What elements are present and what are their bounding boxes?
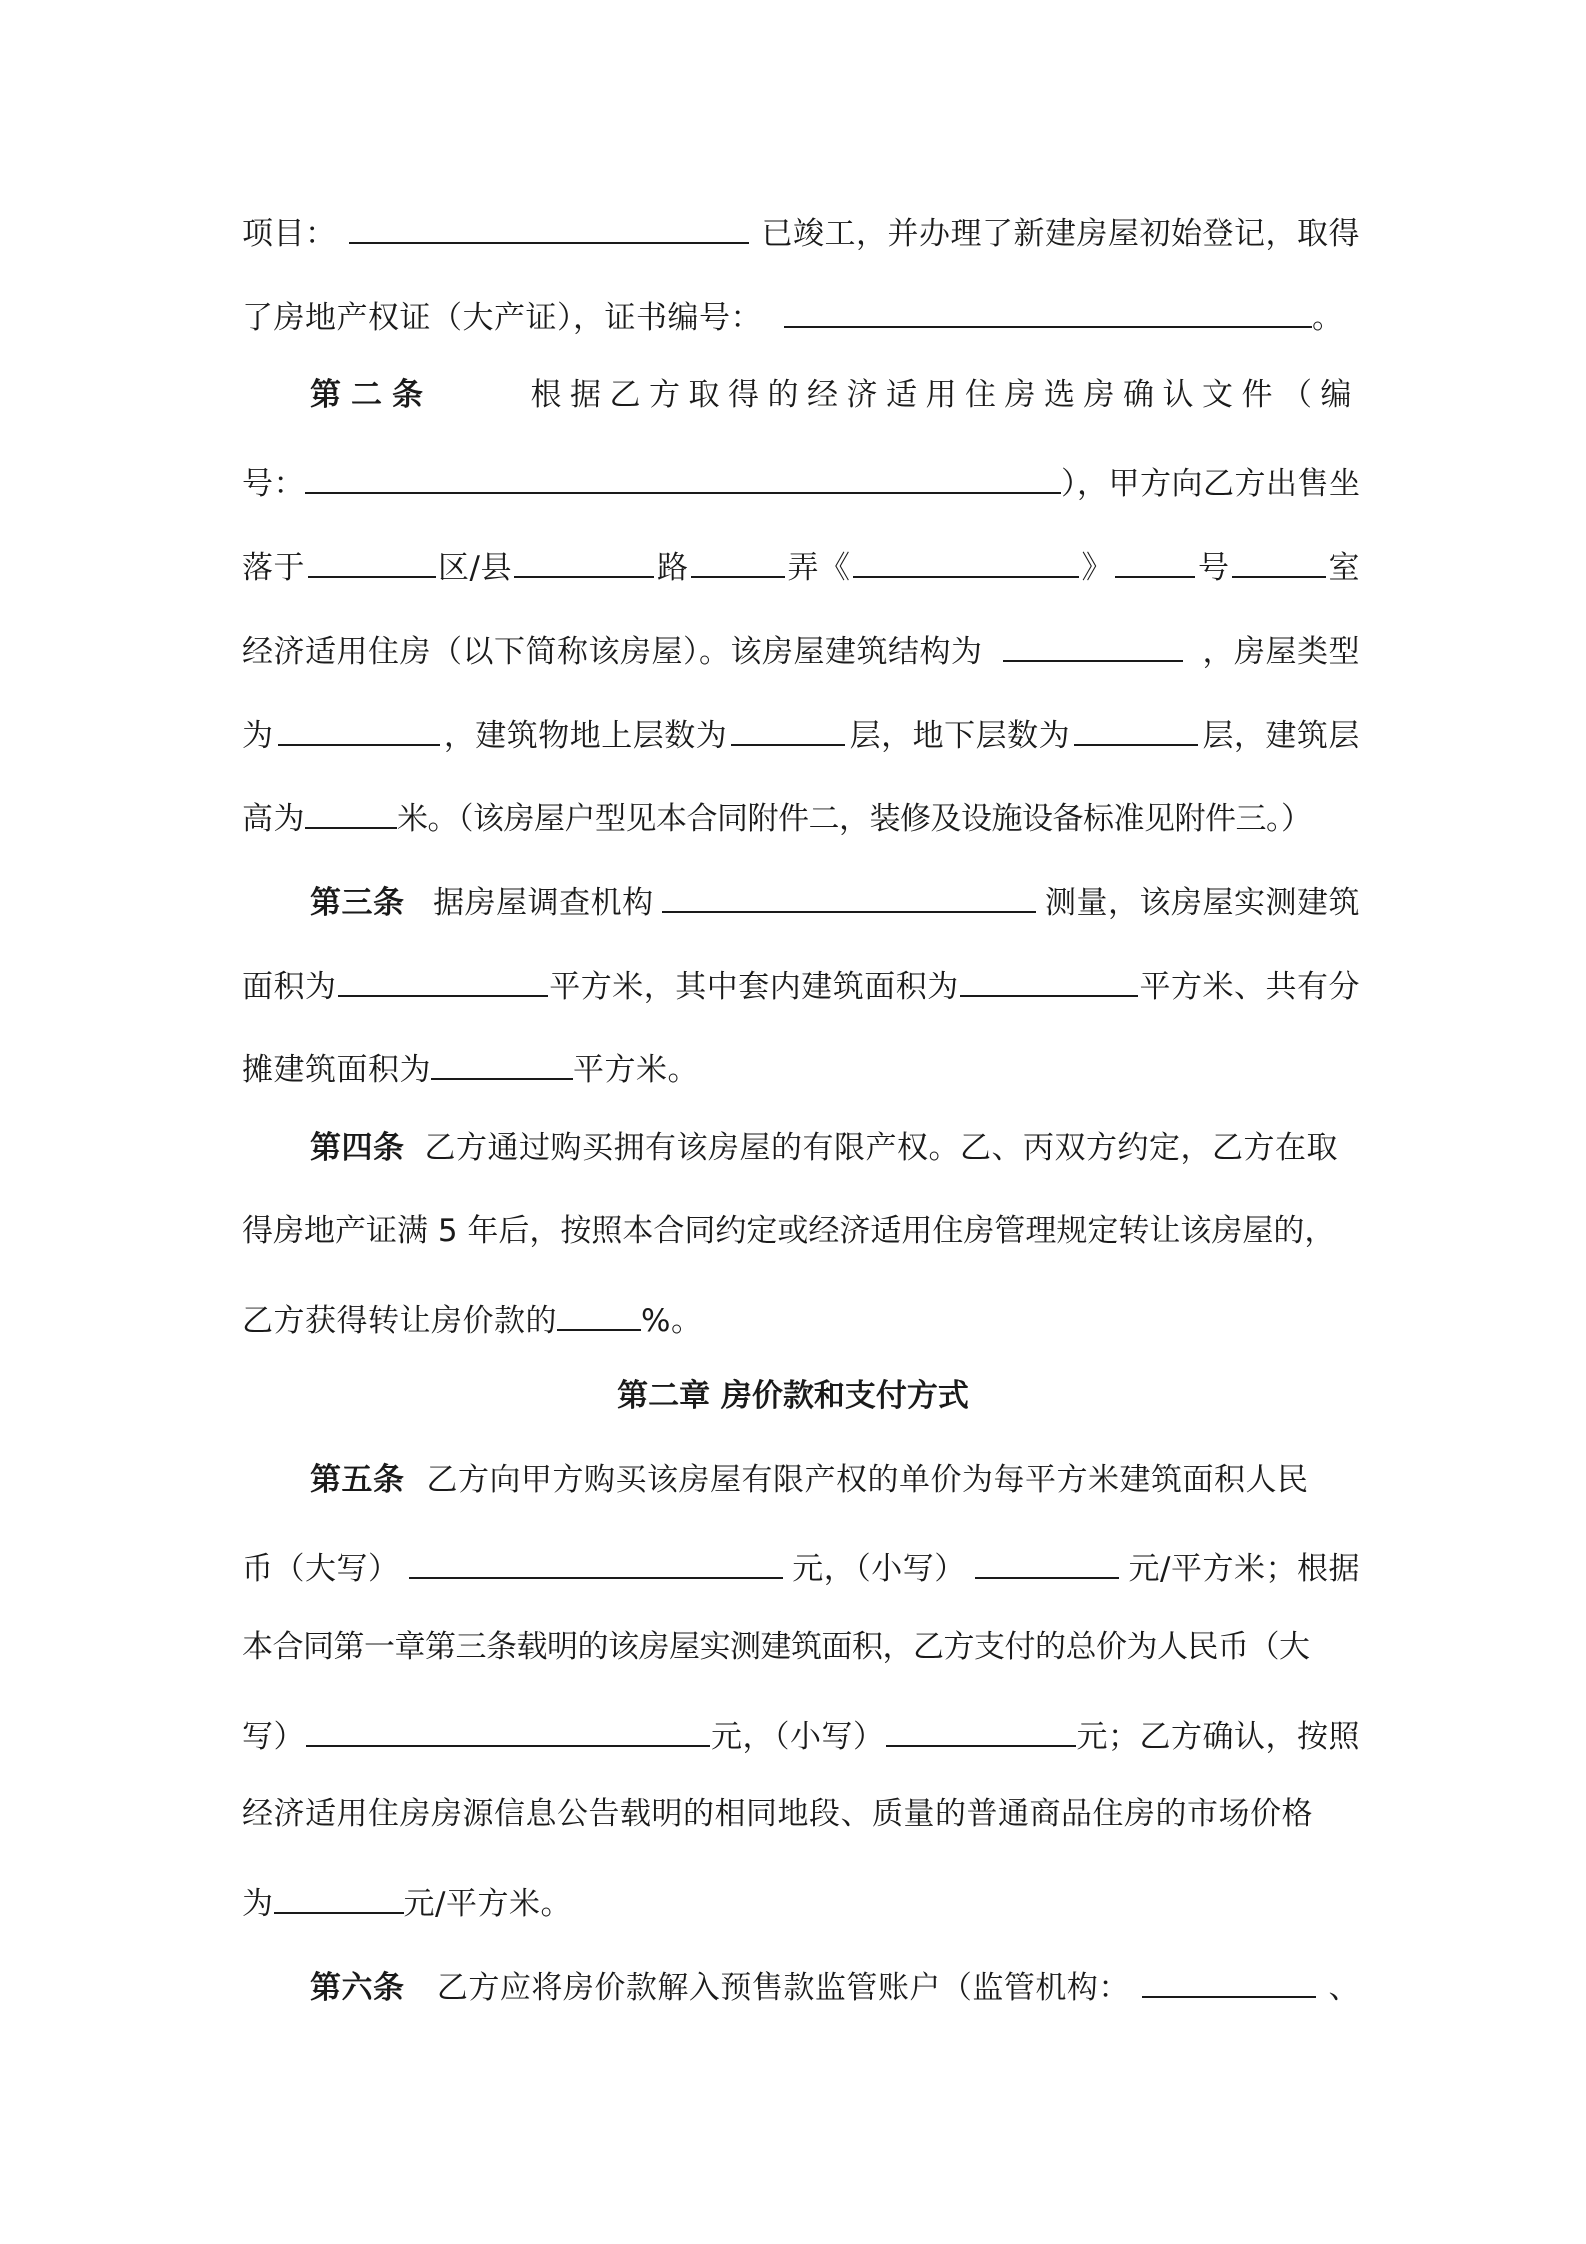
- article-2-line-5: [242, 710, 1360, 756]
- text: 层，建筑层: [1202, 718, 1360, 754]
- unit-price-figures-field[interactable]: [975, 1543, 1119, 1579]
- article-2-line-4: [242, 626, 1360, 672]
- text: 本合同第一章第三条载明的该房屋实测建筑面积，乙方支付的总价为人民币（大: [242, 1629, 1310, 1665]
- article-4-label: 第四条: [310, 1130, 405, 1166]
- article-4-line-3: [242, 1295, 1360, 1341]
- text: ，房屋类型: [1202, 634, 1360, 670]
- text: 号: [1197, 550, 1230, 586]
- total-price-figures-field[interactable]: [886, 1711, 1076, 1747]
- survey-agency-field[interactable]: [662, 877, 1036, 913]
- text: 层，地下层数为: [849, 718, 1071, 754]
- text: 落于: [242, 550, 305, 586]
- article-3-line-3: [242, 1044, 1360, 1090]
- district-field[interactable]: [308, 542, 436, 578]
- text: 室: [1328, 550, 1360, 586]
- text: %。: [641, 1303, 703, 1339]
- lane-field[interactable]: [691, 542, 785, 578]
- text: 乙方获得转让房价款的: [242, 1303, 557, 1339]
- article-5-line-6: [242, 1878, 1360, 1924]
- confirmation-doc-number-field[interactable]: [305, 458, 1061, 494]
- article-5-label: 第五条: [310, 1462, 405, 1498]
- project-name-field[interactable]: [349, 208, 749, 244]
- floor-height-field[interactable]: [305, 793, 397, 829]
- text: 根据乙方取得的经济适用住房选房确认文件（编: [530, 377, 1360, 413]
- floors-below-ground-field[interactable]: [1074, 710, 1198, 746]
- building-structure-field[interactable]: [1003, 626, 1183, 662]
- text: 币（大写）: [242, 1551, 400, 1587]
- line-project: [242, 208, 1360, 254]
- article-5-line-4: [242, 1711, 1360, 1757]
- text: 元/平方米。: [403, 1886, 572, 1922]
- road-field[interactable]: [514, 542, 654, 578]
- unit-price-words-field[interactable]: [409, 1543, 783, 1579]
- house-type-field[interactable]: [278, 710, 440, 746]
- article-5-line-5: [242, 1794, 1360, 1834]
- text: 了房地产权证（大产证），证书编号：: [242, 300, 762, 336]
- text: 为: [242, 1886, 274, 1922]
- shared-area-field[interactable]: [431, 1044, 573, 1080]
- text: 元，（小写）: [711, 1719, 885, 1755]
- text: 写）: [242, 1719, 305, 1755]
- text: ，建筑物地上层数为: [443, 718, 728, 754]
- text: 元，（小写）: [792, 1551, 966, 1587]
- text: 项目：: [242, 216, 337, 252]
- text: 路: [656, 550, 689, 586]
- text: 乙方通过购买拥有该房屋的有限产权。乙、丙双方约定，乙方在取: [424, 1130, 1338, 1166]
- text: 面积为: [242, 969, 337, 1005]
- text: 弄《: [787, 550, 851, 586]
- text: 经济适用住房房源信息公告载明的相同地段、质量的普通商品住房的市场价格: [242, 1796, 1313, 1832]
- article-5-line-3: [242, 1627, 1360, 1667]
- text: ），甲方向乙方出售坐: [1061, 466, 1361, 502]
- article-4-line-1: [310, 1128, 1360, 1168]
- text: 米。（该房屋户型见本合同附件二，装修及设施设备标准见附件三。）: [397, 801, 1312, 837]
- market-price-field[interactable]: [274, 1878, 404, 1914]
- article-5-line-2: [242, 1543, 1360, 1589]
- supervision-agency-field[interactable]: [1142, 1962, 1316, 1998]
- estate-name-field[interactable]: [853, 542, 1079, 578]
- text: 平方米，其中套内建筑面积为: [549, 969, 959, 1005]
- total-price-words-field[interactable]: [306, 1711, 710, 1747]
- certificate-number-field[interactable]: [784, 292, 1312, 328]
- text: 经济适用住房（以下简称该房屋）。该房屋建筑结构为: [242, 634, 983, 670]
- text: 平方米。: [573, 1052, 699, 1088]
- article-6-line-1: [310, 1962, 1360, 2008]
- building-area-field[interactable]: [338, 961, 548, 997]
- room-number-field[interactable]: [1232, 542, 1326, 578]
- text: 号：: [242, 466, 305, 502]
- text: 已竣工，并办理了新建房屋初始登记，取得: [761, 216, 1360, 252]
- floors-above-ground-field[interactable]: [731, 710, 845, 746]
- text: 区/县: [438, 550, 512, 586]
- building-number-field[interactable]: [1115, 542, 1195, 578]
- text: 乙方向甲方购买该房屋有限产权的单价为每平方米建筑面积人民: [426, 1462, 1309, 1498]
- article-6-label: 第六条: [310, 1970, 405, 2006]
- article-3-label: 第三条: [310, 885, 405, 921]
- text: 。: [1312, 300, 1344, 336]
- text: 元；乙方确认，按照: [1076, 1719, 1360, 1755]
- article-5-line-1: [310, 1460, 1360, 1500]
- inner-area-field[interactable]: [960, 961, 1138, 997]
- text: 元/平方米；根据: [1128, 1551, 1360, 1587]
- article-4-line-2: [242, 1211, 1360, 1251]
- text: 据房屋调查机构: [433, 885, 654, 921]
- text: 平方米、共有分: [1139, 969, 1360, 1005]
- article-2-line-1: [310, 375, 1360, 415]
- text: 测量，该房屋实测建筑: [1044, 885, 1360, 921]
- text: 为: [242, 718, 274, 754]
- text: 、: [1328, 1970, 1360, 2006]
- article-2-line-2: [242, 458, 1360, 504]
- article-2-line-6: [242, 793, 1360, 839]
- article-2-label: 第二条: [310, 377, 433, 413]
- transfer-percentage-field[interactable]: [557, 1295, 641, 1331]
- line-certificate: [242, 292, 1360, 338]
- text: 得房地产证满 5 年后，按照本合同约定或经济适用住房管理规定转让该房屋的，: [242, 1213, 1336, 1249]
- article-3-line-1: [310, 877, 1360, 923]
- article-2-line-3: [242, 542, 1360, 588]
- text: 高为: [242, 801, 305, 837]
- article-3-line-2: [242, 961, 1360, 1007]
- chapter-2-heading: 第二章 房价款和支付方式: [617, 1378, 969, 1414]
- text: 摊建筑面积为: [242, 1052, 431, 1088]
- text: 》: [1081, 550, 1113, 586]
- text: 乙方应将房价款解入预售款监管账户（监管机构：: [436, 1970, 1130, 2006]
